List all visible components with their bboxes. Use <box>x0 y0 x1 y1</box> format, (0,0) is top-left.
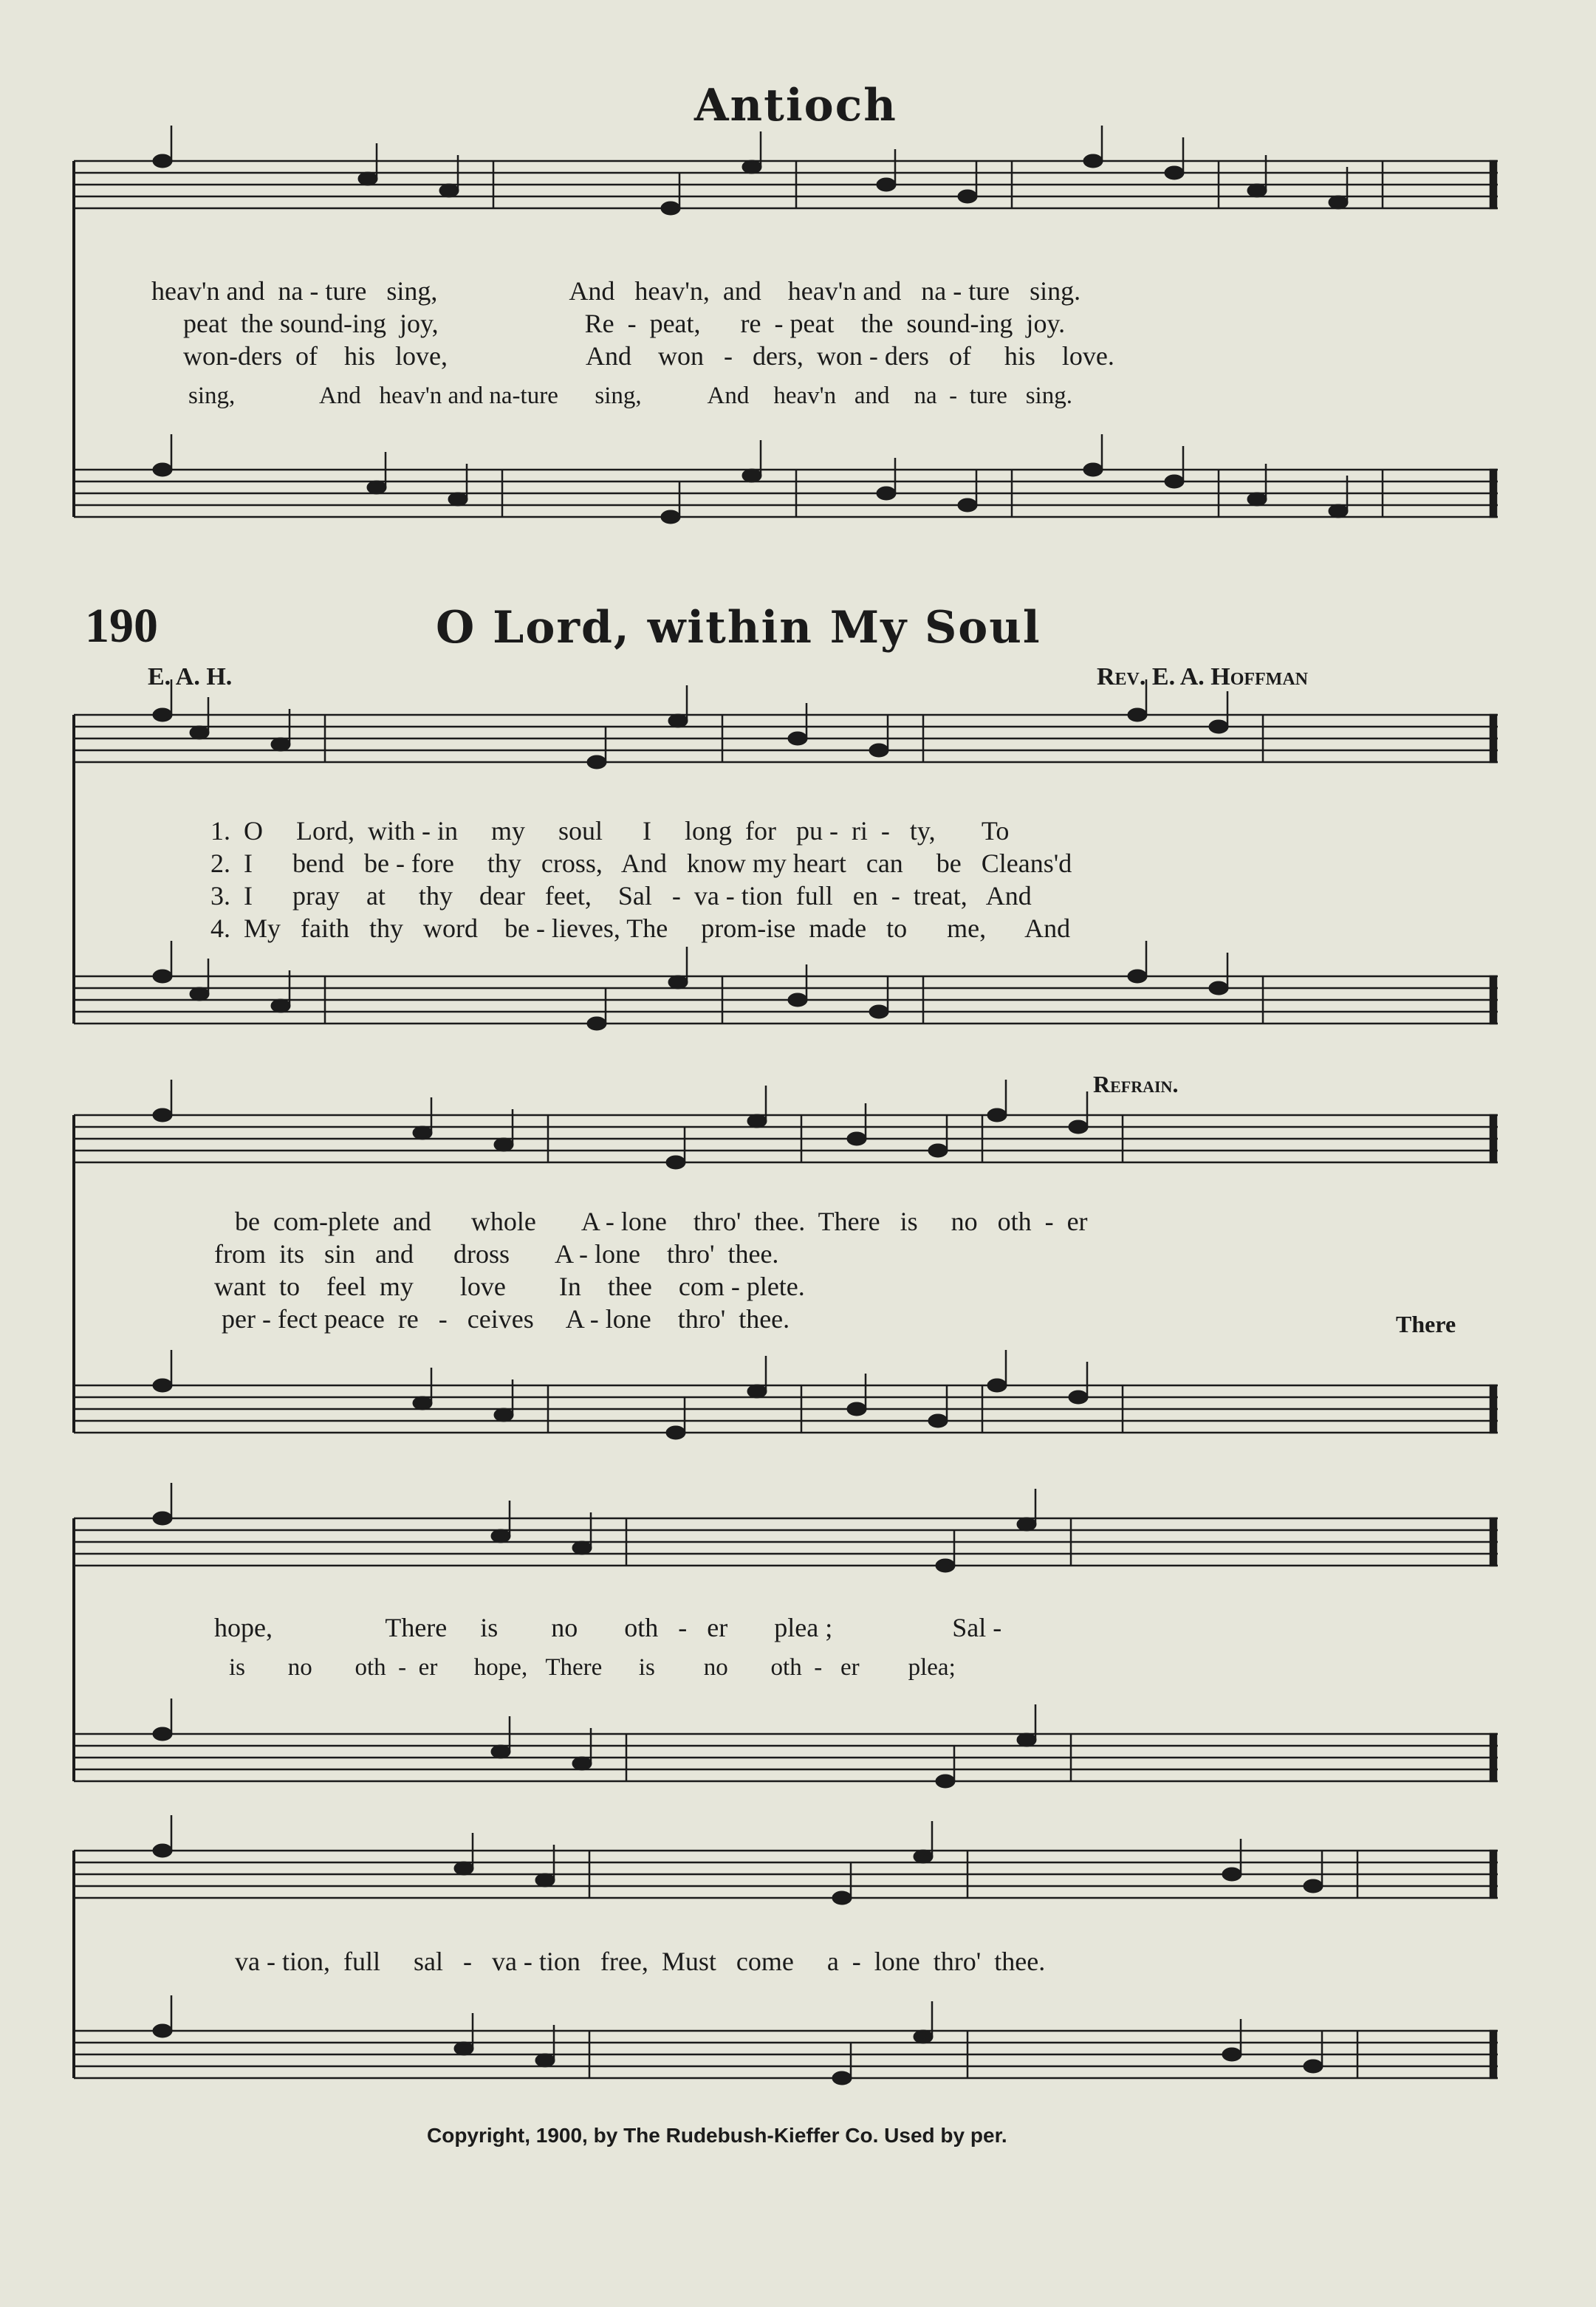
notehead <box>439 184 459 197</box>
notehead <box>454 2042 473 2055</box>
notehead <box>936 1559 955 1572</box>
notehead <box>1083 463 1103 476</box>
notehead <box>987 1108 1007 1122</box>
notehead <box>914 1850 933 1863</box>
final-barline <box>1490 470 1496 517</box>
notehead <box>494 1408 513 1422</box>
notehead <box>1247 493 1267 506</box>
antioch-verse-line-3: won-ders of his love, And won - ders, won - ders of his love. <box>183 341 1114 371</box>
verse-1: 1. O Lord, with - in my soul I long for pu - ri - ty, To <box>210 816 1010 846</box>
notehead <box>847 1132 866 1145</box>
final-barline <box>1490 2031 1496 2078</box>
notehead <box>987 1379 1007 1392</box>
notehead <box>666 1426 685 1439</box>
notehead <box>958 498 977 512</box>
notehead <box>1017 1518 1036 1531</box>
system3-line: hope, There is no oth - er plea ; Sal - <box>214 1613 1002 1642</box>
notehead <box>1165 475 1184 488</box>
notehead <box>1128 708 1147 721</box>
notehead <box>494 1138 513 1151</box>
system3-bass-line: is no oth - er hope, There is no oth - er plea; <box>229 1654 956 1681</box>
notehead <box>1304 2060 1323 2073</box>
notehead <box>1017 1733 1036 1746</box>
refrain-label: Refrain. <box>1093 1071 1179 1097</box>
notehead <box>1222 2048 1241 2061</box>
notehead <box>1304 1879 1323 1893</box>
final-barline <box>1490 1851 1496 1898</box>
notehead <box>271 738 290 751</box>
notehead <box>448 493 468 506</box>
final-barline <box>1490 1518 1496 1566</box>
antioch-verse-line-1: heav'n and na - ture sing, And heav'n, and heav'n and na - ture sing. <box>151 276 1081 306</box>
notehead <box>1247 184 1267 197</box>
final-barline <box>1490 1385 1496 1433</box>
system2-line-3: want to feel my love In thee com - plete. <box>214 1272 805 1301</box>
notehead <box>153 970 172 983</box>
final-barline <box>1490 715 1496 762</box>
notehead <box>661 510 680 524</box>
notehead <box>587 1017 606 1030</box>
notehead <box>747 1114 767 1128</box>
hymn-title: O Lord, within My Soul <box>436 602 1041 654</box>
antioch-title: Antioch <box>694 80 897 131</box>
notehead <box>153 463 172 476</box>
final-barline <box>1490 1734 1496 1781</box>
notehead <box>877 178 896 191</box>
notehead <box>747 1385 767 1398</box>
copyright: Copyright, 1900, by The Rudebush-Kieffer Co. Used by per. <box>427 2124 1007 2147</box>
notehead <box>928 1414 948 1427</box>
notehead <box>535 2054 555 2067</box>
notehead <box>153 1727 172 1741</box>
notehead <box>572 1757 592 1770</box>
hymn-composer: Rev. E. A. Hoffman <box>1097 663 1308 690</box>
notehead <box>847 1402 866 1416</box>
notehead <box>1128 970 1147 983</box>
notehead <box>1083 154 1103 168</box>
notehead <box>1329 504 1348 518</box>
notehead <box>928 1144 948 1157</box>
notehead <box>153 1108 172 1122</box>
notehead <box>742 469 761 482</box>
notehead <box>572 1541 592 1554</box>
notehead <box>869 1005 888 1018</box>
notehead <box>832 1891 852 1905</box>
notehead <box>788 993 807 1007</box>
notehead <box>190 987 209 1001</box>
notehead <box>742 160 761 174</box>
final-barline <box>1490 1115 1496 1162</box>
notehead <box>1209 720 1228 733</box>
verse-2: 2. I bend be - fore thy cross, And know my heart can be Cleans'd <box>210 849 1072 878</box>
system2-line-4: per - fect peace re - ceives A - lone thro' thee. <box>222 1304 790 1334</box>
notehead <box>668 714 688 727</box>
notehead <box>153 708 172 721</box>
antioch-verse-line-2: peat the sound-ing joy, Re - peat, re - peat the sound-ing joy. <box>183 309 1066 338</box>
notehead <box>958 190 977 203</box>
final-barline <box>1490 161 1496 208</box>
notehead <box>1165 166 1184 179</box>
final-barline <box>1490 976 1496 1024</box>
notehead <box>914 2030 933 2043</box>
verse-4: 4. My faith thy word be - lieves, The prom-ise made to me, And <box>210 913 1071 943</box>
notehead <box>936 1775 955 1788</box>
antioch-bass-line: sing, And heav'n and na-ture sing, And heav'n and na - ture sing. <box>188 383 1072 409</box>
verse-3: 3. I pray at thy dear feet, Sal - va - tion full en - treat, And <box>210 881 1032 911</box>
notehead <box>1329 196 1348 209</box>
system4-line: va - tion, full sal - va - tion free, Must come a - lone thro' thee. <box>235 1947 1046 1976</box>
notehead <box>877 487 896 500</box>
system2-line-2: from its sin and dross A - lone thro' thee. <box>214 1239 779 1269</box>
notehead <box>358 172 377 185</box>
notehead <box>661 202 680 215</box>
bass-there-label: There <box>1396 1311 1456 1337</box>
notehead <box>491 1529 510 1543</box>
notehead <box>153 1844 172 1857</box>
notehead <box>271 999 290 1012</box>
hymn-number: 190 <box>85 599 158 653</box>
notehead <box>413 1396 432 1410</box>
notehead <box>788 732 807 745</box>
hymn-author: E. A. H. <box>148 663 233 690</box>
notehead <box>367 481 386 494</box>
notehead <box>1069 1120 1088 1134</box>
notehead <box>869 744 888 757</box>
system2-line-1: be com-plete and whole A - lone thro' thee. There is no oth - er <box>235 1207 1088 1236</box>
notehead <box>190 726 209 739</box>
notehead <box>491 1745 510 1758</box>
notehead <box>668 976 688 989</box>
notehead <box>153 154 172 168</box>
notehead <box>1222 1868 1241 1881</box>
notehead <box>535 1874 555 1887</box>
notehead <box>413 1126 432 1139</box>
notehead <box>153 2024 172 2037</box>
notehead <box>666 1156 685 1169</box>
notehead <box>153 1379 172 1392</box>
notehead <box>1069 1391 1088 1404</box>
notehead <box>454 1862 473 1875</box>
notehead <box>832 2071 852 2085</box>
notehead <box>587 755 606 769</box>
notehead <box>153 1512 172 1525</box>
notehead <box>1209 981 1228 995</box>
